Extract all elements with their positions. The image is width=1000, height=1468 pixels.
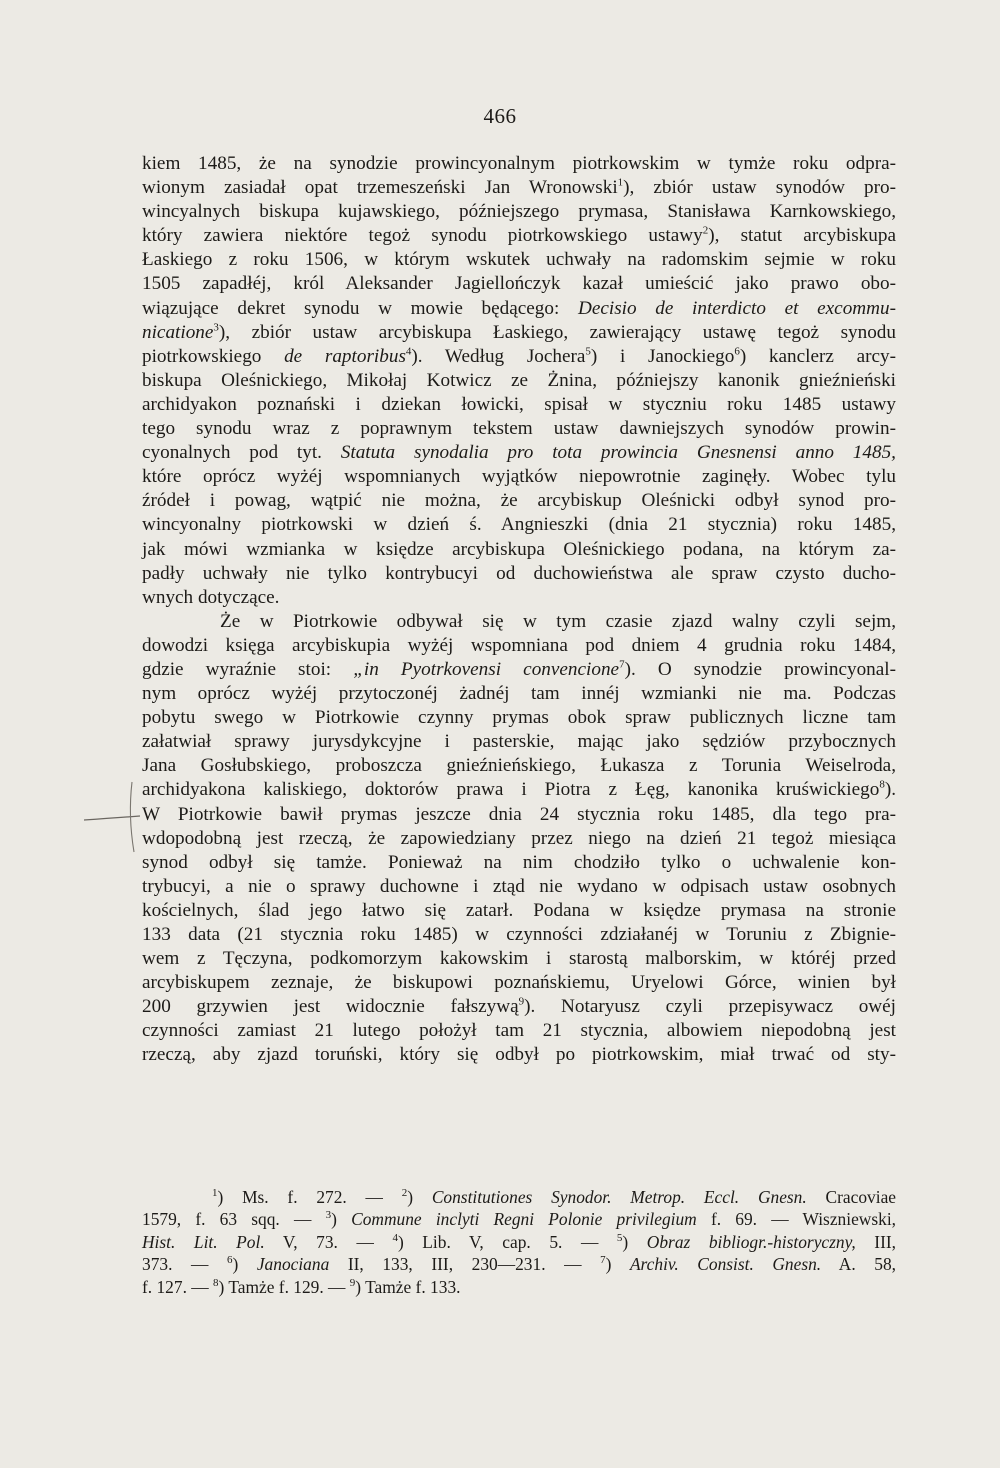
text-run: f. 127. —: [142, 1276, 214, 1297]
text-run: czynności zamiast 21 lutego położył tam 21 stycznia, albowiem niepodobną jest: [142, 1020, 896, 1042]
body-line: [142, 224, 896, 248]
page-number: 466: [483, 104, 517, 128]
footnotes: [142, 1186, 896, 1298]
italic-text: Hist. Lit. Pol.: [142, 1231, 265, 1252]
body-line: [142, 272, 896, 296]
footnote-ref: 5: [616, 1231, 623, 1244]
text-run: Cracoviae: [806, 1187, 897, 1207]
italic-text: „in Pyotrkovensi convencione: [353, 658, 620, 680]
footnote-ref: 7: [600, 1254, 606, 1267]
text-run: ), statut arcybiskupa: [708, 225, 897, 247]
text-run: II, 133, III, 230—231. —: [329, 1254, 601, 1275]
body-line: [142, 899, 896, 923]
text-run: cyonalnych pod tyt.: [142, 442, 341, 464]
body-line: [142, 489, 896, 513]
footnote-ref: 3: [213, 321, 219, 334]
text-run: wnych dotyczące.: [142, 586, 280, 608]
footnote-ref: 9: [518, 995, 525, 1008]
footnote-ref: 1: [617, 176, 624, 189]
body-line: [142, 851, 896, 875]
body-line: [142, 875, 896, 899]
text-run: 373. —: [142, 1254, 227, 1275]
footnote-ref: 3: [325, 1209, 332, 1222]
body-line: [142, 586, 896, 610]
footnote-line: [142, 1276, 896, 1298]
text-run: padły uchwały nie tylko kontrybucyi od duchowieństwa ale spraw czysto ducho-: [142, 562, 896, 584]
footnote-ref: 1: [212, 1187, 218, 1200]
italic-text: Commune inclyti Regni Polonie privilegium: [351, 1209, 697, 1230]
text-run: ): [605, 1254, 630, 1275]
body-line: [142, 754, 896, 778]
body-line: [142, 803, 896, 827]
italic-text: Obraz bibliogr.-historyczny,: [646, 1231, 856, 1252]
text-run: jak mówi wzmianka w księdze arcybiskupa Oleśnickiego podana, na którym za-: [142, 538, 896, 560]
text-run: trybucyi, a nie o sprawy duchowne i ztąd nie wydano w odpisach ustaw osobnych: [142, 875, 896, 897]
italic-text: Statuta synodalia pro tota prowincia Gnesnensi anno 1485,: [340, 442, 896, 464]
text-run: Łaskiego z roku 1506, w którym wskutek uchwały na radomskim sejmie w roku: [142, 249, 896, 271]
body-line: [142, 441, 896, 465]
body-line: [142, 200, 896, 224]
text-run: ) Tamże f. 129. —: [218, 1276, 350, 1297]
text-run: wem z Tęczyna, podkomorzym kakowskim i starostą malborskim, w któréj przed: [142, 948, 896, 970]
footnote-line: [142, 1186, 896, 1208]
text-run: ) i Janockiego: [590, 345, 735, 367]
text-run: tego synodu wraz z poprawnym tekstem ustaw dawniejszych synodów prowin-: [142, 418, 896, 440]
text-run: biskupa Oleśnickiego, Mikołaj Kotwicz ze Żnina, późniejszy kanonik gnieźnieński: [142, 369, 896, 391]
text-run: które oprócz wyżéj wspomnianych wyjątków niepowrotnie zaginęły. Wobec tylu: [142, 466, 896, 488]
text-run: ): [232, 1254, 257, 1275]
text-run: 1579, f. 63 sqq. —: [142, 1209, 326, 1230]
text-run: W Piotrkowie bawił prymas jeszcze dnia 24 stycznia roku 1485, dla tego pra-: [142, 803, 896, 825]
text-run: który zawiera niektóre tegoż synodu piotrkowskiego ustawy: [142, 225, 703, 247]
text-run: wionym zasiadał opat trzemeszeński Jan Wronowski: [142, 177, 618, 199]
text-run: kiem 1485, że na synodzie prowincyonalnym piotrkowskim w tymże roku odpra-: [142, 153, 896, 174]
text-run: ). O synodzie prowincyonal-: [624, 658, 896, 680]
text-run: 1505 zapadłéj, król Aleksander Jagiellończyk kazał umieścić jako prawo obo-: [142, 273, 896, 295]
body-text: [142, 152, 896, 1068]
body-line: [142, 417, 896, 441]
italic-text: Constitutiones Synodor. Metrop. Eccl. Gnesn.: [431, 1187, 807, 1207]
body-line: [142, 1043, 896, 1067]
footnote-ref: 6: [226, 1254, 233, 1267]
text-run: archidyakon poznański i dziekan łowicki, spisał w styczniu roku 1485 ustawy: [142, 393, 896, 415]
body-line: [142, 658, 896, 682]
body-line: [142, 321, 896, 345]
text-run: wincyalnych biskupa kujawskiego, późniejszego prymasa, Stanisława Karnkowskiego,: [142, 201, 896, 223]
text-run: ).: [884, 779, 896, 801]
footnote-ref: 2: [702, 224, 709, 237]
text-run: ): [331, 1209, 352, 1230]
body-line: [142, 634, 896, 658]
italic-text: nicatione: [142, 321, 214, 343]
text-run: arcybiskupem zeznaje, że biskupowi poznańskiemu, Uryelowi Górce, winien był: [142, 972, 896, 994]
body-line: [142, 513, 896, 537]
italic-text: Archiv. Consist. Gnesn.: [629, 1254, 822, 1275]
italic-text: Janociana: [256, 1254, 330, 1275]
text-run: archidyakona kaliskiego, doktorów prawa i Piotra z Łęg, kanonika kruświckiego: [142, 779, 880, 801]
body-line: [142, 995, 896, 1019]
body-line: [142, 923, 896, 947]
body-line: [142, 152, 896, 176]
text-run: ) Lib. V, cap. 5. —: [397, 1231, 617, 1252]
text-run: źródeł i powag, wątpić nie można, że arcybiskup Oleśnicki odbył synod pro-: [142, 490, 896, 512]
text-run: ) Ms. f. 272. —: [217, 1187, 402, 1207]
body-line: [142, 610, 896, 634]
text-run: dowodzi księga arcybiskupia wyżéj wspomniana pod dniem 4 grudnia roku 1484,: [142, 634, 896, 656]
text-run: ): [407, 1187, 432, 1207]
text-run: wiązujące dekret synodu w mowie będącego:: [142, 297, 578, 319]
footnote-line: [142, 1208, 896, 1230]
body-line: [142, 778, 896, 802]
body-line: [142, 465, 896, 489]
text-run: ). Według Jochera: [411, 345, 586, 367]
body-line: [142, 562, 896, 586]
body-line: [142, 369, 896, 393]
body-line: [142, 297, 896, 321]
text-run: 133 data (21 stycznia roku 1485) w czynności zdziałanéj w Toruniu z Zbignie-: [142, 924, 896, 945]
body-line: [142, 971, 896, 995]
text-run: Że w Piotrkowie odbywał się w tym czasie zjazd walny czyli sejm,: [220, 610, 896, 632]
body-line: [142, 176, 896, 200]
text-run: pobytu swego w Piotrkowie czynny prymas obok spraw publicznych liczne tam: [142, 707, 896, 729]
text-run: ), zbiór ustaw arcybiskupa Łaskiego, zawierający ustawę tegoż synodu: [218, 321, 896, 343]
body-line: [142, 706, 896, 730]
text-run: ) Tamże f. 133.: [355, 1276, 461, 1297]
body-line: [142, 393, 896, 417]
footnote-ref: 7: [619, 658, 625, 671]
text-run: załatwiał sprawy jurysdykcyjne i pasterskie, mając jako sędziów przybocznych: [142, 731, 896, 753]
footnote-ref: 6: [734, 345, 740, 358]
body-line: [142, 730, 896, 754]
footnote-ref: 9: [349, 1276, 356, 1289]
text-run: ). Notaryusz czyli przepisywacz owéj: [524, 996, 896, 1018]
text-run: gdzie wyraźnie stoi:: [142, 658, 354, 680]
text-run: Jana Gosłubskiego, proboszcza gnieźnieńskiego, Łukasza z Torunia Weiselroda,: [142, 755, 896, 777]
text-run: V, 73. —: [264, 1231, 393, 1252]
text-run: kościelnych, ślad jego łatwo się zatarł. Podana w księdze prymasa na stronie: [142, 899, 896, 921]
text-run: III,: [855, 1231, 897, 1252]
footnote-line: [142, 1231, 896, 1253]
text-run: f. 69. — Wiszniewski,: [696, 1209, 896, 1230]
footnote-ref: 4: [392, 1231, 398, 1244]
text-run: A. 58,: [821, 1254, 896, 1275]
text-run: ): [622, 1231, 647, 1252]
italic-text: Decisio de interdicto et excommu-: [577, 297, 896, 319]
footnote-ref: 2: [401, 1187, 408, 1200]
body-line: [142, 248, 896, 272]
text-run: piotrkowskiego: [142, 345, 285, 367]
text-run: ) kanclerz arcy-: [739, 345, 896, 367]
body-line: [142, 682, 896, 706]
text-run: ), zbiór ustaw synodów pro-: [623, 177, 896, 199]
body-line: [142, 827, 896, 851]
footnote-ref: 8: [879, 779, 885, 792]
text-run: synod odbył się tamże. Ponieważ na nim chodziło tylko o uchwalenie kon-: [142, 851, 896, 873]
italic-text: de raptoribus: [284, 345, 406, 367]
body-line: [142, 538, 896, 562]
body-line: [142, 947, 896, 971]
body-line: [142, 345, 896, 369]
footnote-ref: 5: [585, 345, 591, 358]
text-run: rzeczą, aby zjazd toruński, który się odbył po piotrkowskim, miał trwać od sty-: [142, 1044, 896, 1066]
text-run: wdopodobną jest rzeczą, że zapowiedziany przez niego na dzień 21 tegoż miesiąca: [142, 827, 896, 849]
body-line: [142, 1019, 896, 1043]
footnote-ref: 8: [213, 1276, 219, 1289]
text-run: wincyonalny piotrkowski w dzień ś. Angnieszki (dnia 21 stycznia) roku 1485,: [142, 514, 896, 536]
text-run: nym oprócz wyżéj przytoczonéj żadnéj tam innéj wzmianki nie ma. Podczas: [142, 683, 896, 705]
footnote-line: [142, 1253, 896, 1275]
text-run: 200 grzywien jest widocznie fałszywą: [142, 996, 519, 1018]
footnote-ref: 4: [405, 345, 412, 358]
